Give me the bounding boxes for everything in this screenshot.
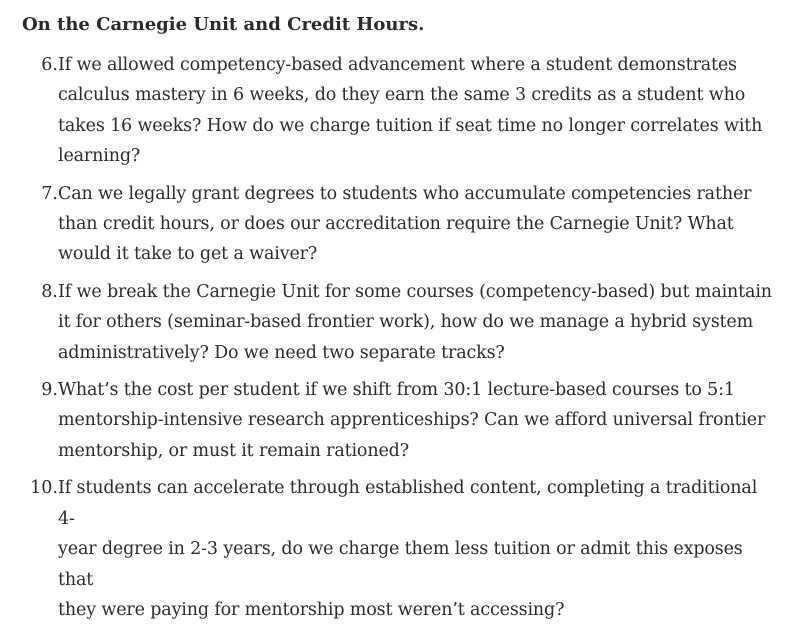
text-line: If we break the Carnegie Unit for some courses (competency-based) but maintain: [58, 281, 772, 302]
text-line: mentorship, or must it remain rationed?: [58, 440, 409, 461]
text-line: takes 16 weeks? How do we charge tuition if seat time no longer correlates with: [58, 115, 763, 136]
text-line: If we allowed competency-based advancement where a student demonstrates: [58, 55, 737, 75]
text-line: they were paying for mentorship most weren’t accessing?: [58, 599, 565, 620]
list-item: [22, 473, 775, 625]
list-item: [22, 375, 775, 466]
list-item-text: [58, 375, 775, 466]
text-line: Can we legally grant degrees to students who accumulate competencies rather: [58, 183, 752, 204]
list-item-number: 6.: [41, 55, 58, 75]
list-item: [22, 277, 775, 368]
text-line: administratively? Do we need two separate tracks?: [58, 342, 505, 363]
list-item-number: 9.: [41, 380, 58, 401]
section-heading: On the Carnegie Unit and Credit Hours.: [22, 14, 425, 35]
list-item-number: 10.: [30, 478, 58, 499]
list-item-text: [58, 179, 775, 270]
list-item-text: [58, 50, 775, 172]
text-line: year degree in 2-3 years, do we charge them less tuition or admit this exposes that: [58, 539, 743, 590]
list-item: [22, 50, 775, 172]
list-item: [22, 179, 775, 270]
text-line: If students can accelerate through established content, completing a traditional 4-: [58, 478, 758, 529]
text-line: than credit hours, or does our accreditation require the Carnegie Unit? What: [58, 214, 734, 235]
text-line: learning?: [58, 146, 141, 167]
list-item-text: [58, 473, 775, 625]
text-line: calculus mastery in 6 weeks, do they earn the same 3 credits as a student who: [58, 85, 746, 106]
text-line: What’s the cost per student if we shift from 30:1 lecture-based courses to 5:1: [58, 380, 735, 401]
text-line: mentorship-intensive research apprenticeships? Can we afford universal frontier: [58, 410, 766, 431]
list-item-number: 7.: [41, 183, 58, 204]
text-line: would it take to get a waiver?: [58, 244, 318, 265]
list-item-text: [58, 277, 775, 368]
list-item-number: 8.: [41, 281, 58, 302]
question-list: [22, 50, 775, 625]
text-line: it for others (seminar-based frontier work), how do we manage a hybrid system: [58, 312, 754, 333]
